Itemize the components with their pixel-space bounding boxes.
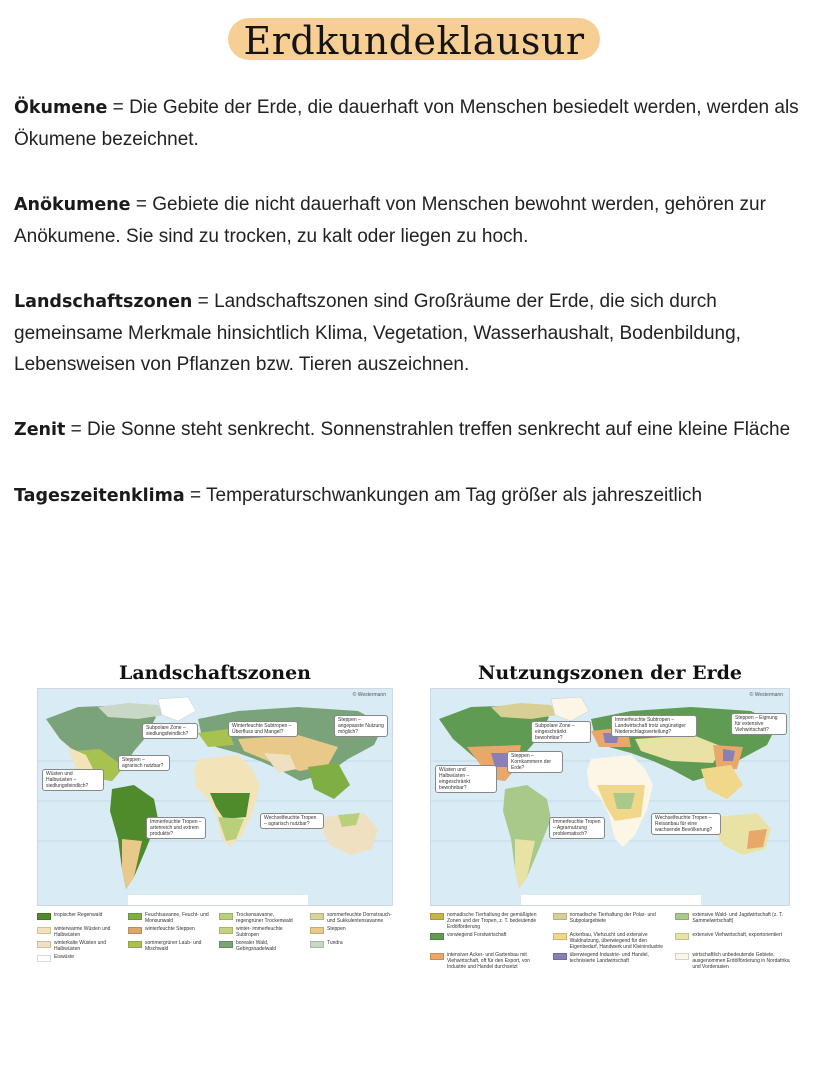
callout-wuesten-halbwuesten: Wüsten und Halbwüsten – eingeschränkt bewohnbar?: [435, 765, 497, 793]
landschaftszonen-map-title: Landschaftszonen: [119, 662, 311, 684]
definition-text: Landschaftszonen sind Großräume der Erde, die sich durch gemeinsame Merkmale hinsichtlich Klima, Vegetation, Wasserhaushalt, Bodenbildung, Lebensweisen von Pflanzen bzw. Tieren auszeichnen.: [14, 291, 741, 375]
legend-label: extensive Viehwirtschaft, exportorientiert: [692, 932, 783, 938]
legend-item: [430, 952, 545, 970]
legend-label: wirtschaftlich unbedeutende Gebiete, ausgenommen Erdölförderung in Nordafrika und Vorderasien: [692, 952, 790, 970]
nutzungszonen-map-title: Nutzungszonen der Erde: [477, 662, 742, 684]
callout-steppen-kornkammern: Steppen – Kornkammern der Erde?: [507, 751, 563, 773]
callout-immerfeuchte-tropen: Immerfeuchte Tropen – Agrarnutzung problematisch?: [549, 817, 605, 839]
definition-text: Temperaturschwankungen am Tag größer als jahreszeitlich: [206, 485, 703, 506]
legend-label: extensive Wald- und Jagdwirtschaft (z. T. Sammelwirtschaft): [692, 912, 783, 924]
legend-swatch: [219, 941, 233, 948]
legend-item: [553, 932, 668, 950]
title-area: [0, 18, 828, 63]
definition-term: Anökumene: [14, 195, 131, 215]
nutzungszonen-map-panel: [430, 662, 790, 970]
legend-label: überwiegend Industrie- und Handel, technisierte Landwirtschaft: [569, 952, 649, 964]
definitions-list: [14, 92, 804, 512]
callout-wechselfeuchte-tropen: Wechselfeuchte Tropen – Reisanbau für eine wachsende Bevölkerung?: [651, 813, 721, 835]
legend-item: [310, 926, 393, 938]
legend-swatch: [430, 913, 444, 920]
antarctica: [128, 895, 308, 906]
definition-text: Gebiete die nicht dauerhaft von Menschen bewohnt werden, gehören zur Anökumene. Sie sind zu trocken, zu kalt oder liegen zu hoch.: [14, 194, 766, 247]
definition-text: Die Gebite der Erde, die dauerhaft von Menschen besiedelt werden, werden als Ökumene bezeichnet.: [14, 97, 799, 150]
callout-immerfeuchte-subtropen: Immerfeuchte Subtropen – Landwirtschaft trotz ungünstiger Niederschlagsverteilung?: [611, 715, 697, 737]
callout-steppen-agrarisch: Steppen – agrarisch nutzbar?: [118, 755, 170, 771]
legend-label: Eiswüste: [54, 954, 75, 960]
definition-separator: =: [107, 97, 130, 118]
landschaftszonen-legend: [37, 912, 393, 962]
legend-item: [128, 912, 211, 924]
legend-item: [128, 926, 211, 938]
legend-swatch: [128, 941, 142, 948]
legend-swatch: [675, 913, 689, 920]
legend-label: Tundra: [327, 940, 343, 946]
definition-term: Ökumene: [14, 98, 108, 118]
callout-subpolare-zone: Subpolare Zone – eingeschränkt bewohnbar?: [531, 721, 591, 743]
legend-item: [37, 954, 120, 962]
legend-swatch: [553, 953, 567, 960]
callout-wechselfeuchte-tropen: Wechselfeuchte Tropen – agrarisch nutzbar?: [260, 813, 324, 829]
legend-label: borealer Wald, Gebirgsnadelwald: [236, 940, 277, 952]
callout-steppen-viehwirtschaft: Steppen – Eignung für extensive Viehwirtschaft?: [731, 713, 787, 735]
legend-swatch: [430, 953, 444, 960]
legend-item: [219, 940, 302, 952]
map-credit: © Westermann: [352, 692, 386, 698]
legend-swatch: [37, 927, 51, 934]
legend-swatch: [219, 927, 233, 934]
legend-label: tropischer Regenwald: [54, 912, 103, 918]
definition-term: Tageszeitenklima: [14, 486, 185, 506]
page-title: Erdkundeklausur: [228, 18, 601, 60]
legend-swatch: [37, 913, 51, 920]
legend-swatch: [310, 941, 324, 948]
legend-item: [675, 912, 790, 930]
legend-swatch: [37, 941, 51, 948]
nutzungszonen-map: [430, 688, 790, 906]
legend-swatch: [553, 913, 567, 920]
legend-label: winterfeuchte Steppen: [145, 926, 195, 932]
callout-immerfeuchte-tropen: Immerfeuchte Tropen – artenreich und extrem produktiv?: [146, 817, 206, 839]
legend-swatch: [430, 933, 444, 940]
legend-item: [219, 912, 302, 924]
legend-label: Feuchtsavanne, Feucht- und Monsunwald: [145, 912, 209, 924]
legend-label: intensiver Acker- und Gartenbau mit Viehwirtschaft, oft für den Export, von Industrie und Handel durchsetzt: [447, 952, 531, 970]
legend-item: [37, 926, 120, 938]
legend-item: [675, 932, 790, 950]
legend-item: [37, 940, 120, 952]
legend-swatch: [675, 933, 689, 940]
legend-item: [553, 952, 668, 970]
definition-separator: =: [130, 194, 153, 215]
landschaftszonen-map-panel: [37, 662, 393, 962]
definition-text: Die Sonne steht senkrecht. Sonnenstrahlen treffen senkrecht auf eine kleine Fläche: [87, 419, 791, 440]
definition-separator: =: [192, 291, 215, 312]
legend-swatch: [310, 913, 324, 920]
legend-label: Ackerbau, Viehzucht und extensive Waldnutzung, überwiegend für den Eigenbedarf, Handwerk und Kleinindustrie: [569, 932, 664, 950]
legend-swatch: [675, 953, 689, 960]
legend-swatch: [128, 913, 142, 920]
legend-swatch: [553, 933, 567, 940]
callout-subpolare-zone: Subpolare Zone – siedlungsfeindlich?: [142, 723, 198, 739]
legend-label: vorwiegend Forstwirtschaft: [447, 932, 507, 938]
legend-item: [310, 912, 393, 924]
legend-item: [675, 952, 790, 970]
landschaftszonen-map: [37, 688, 393, 906]
legend-swatch: [37, 955, 51, 962]
callout-winterfeuchte-subtropen: Winterfeuchte Subtropen – Überfluss und Mangel?: [228, 721, 298, 737]
legend-label: winterkalte Wüsten und Halbwüsten: [54, 940, 106, 952]
definition-zenit: [14, 414, 804, 446]
east-asia-industry: [723, 749, 735, 761]
legend-label: nomadische Tierhaltung der gemäßigten Zonen und der Tropen, z. T. bedeutende Erdölförderung: [447, 912, 537, 930]
nutzungszonen-legend: [430, 912, 790, 970]
legend-item: [430, 932, 545, 950]
legend-item: [430, 912, 545, 930]
callout-steppen-nutzung: Steppen – angepasste Nutzung möglich?: [334, 715, 388, 737]
legend-label: winter- immerfeuchte Subtropen: [236, 926, 283, 938]
legend-item: [553, 912, 668, 930]
legend-swatch: [310, 927, 324, 934]
definition-anoekumene: [14, 189, 804, 252]
legend-item: [219, 926, 302, 938]
legend-label: Steppen: [327, 926, 346, 932]
definition-oekumene: [14, 92, 804, 155]
definition-separator: =: [184, 485, 207, 506]
definition-term: Landschaftszonen: [14, 292, 193, 312]
callout-wuesten-halbwuesten: Wüsten und Halbwüsten – siedlungsfeindlich?: [42, 769, 104, 791]
legend-item: [37, 912, 120, 924]
antarctica: [521, 895, 701, 906]
legend-label: nomadische Tierhaltung der Polar- und Subpolargebiete: [569, 912, 656, 924]
legend-label: Trockensavanne, regengrüner Trockenwald: [236, 912, 293, 924]
definition-tageszeitenklima: [14, 480, 804, 512]
definition-term: Zenit: [14, 420, 66, 440]
definition-landschaftszonen: [14, 286, 804, 380]
legend-swatch: [219, 913, 233, 920]
legend-label: winterwarme Wüsten und Halbwüsten: [54, 926, 111, 938]
definition-separator: =: [65, 419, 88, 440]
legend-item: [128, 940, 211, 952]
legend-label: sommergrüner Laub- und Mischwald: [145, 940, 202, 952]
legend-item: [310, 940, 393, 952]
legend-label: sommerfeuchte Dornstrauch- und Sukkulentensavanne: [327, 912, 392, 924]
map-credit: © Westermann: [749, 692, 783, 698]
legend-swatch: [128, 927, 142, 934]
